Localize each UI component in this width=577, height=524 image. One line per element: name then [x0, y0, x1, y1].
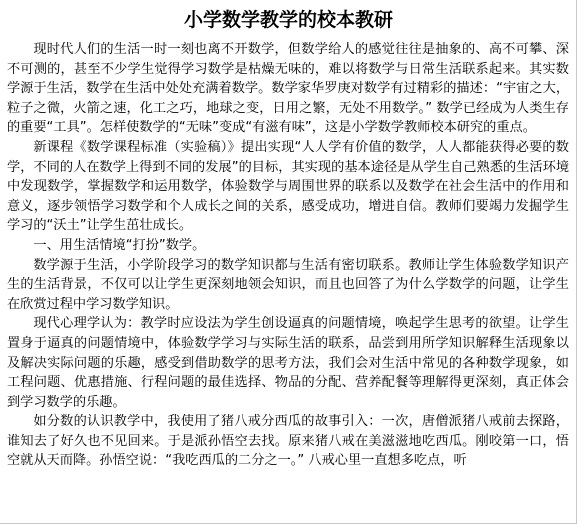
document-body [7, 40, 569, 471]
paragraph-fraction-story: 如分数的认识教学中，我使用了猪八戒分西瓜的故事引入：一次，唐僧派猪八戒前去探路，谁知去了好久也不见回来。于是派孙悟空去找。原来猪八戒在美滋滋地吃西瓜。刚咬第一口，悟空就从天而降。孙悟空说：“我吃西瓜的二分之一。” 八戒心里一直想多吃点，听 [7, 414, 569, 469]
section-heading-life-scenarios: 一、用生活情境“打扮”数学。 [33, 237, 206, 253]
paragraph-psychology: 现代心理学认为：教学时应设法为学生创设逼真的问题情境，唤起学生思考的欲望。让学生置身于逼真的问题情境中，体验数学学习与实际生活的联系，品尝到用所学知识解释生活现象以及解决实际问题的乐趣，感受到借助数学的思考方法，我们会对生活中常见的各种数学现象，如工程问题、优惠措施、行程问题的最佳选择、物品的分配、营养配餐等理解得更深刻，真正体会到学习数学的乐趣。 [7, 316, 569, 410]
document-title: 小学数学教学的校本教研 [183, 9, 393, 31]
paragraph-math-from-life: 数学源于生活，小学阶段学习的数学知识都与生活有密切联系。教师让学生体验数学知识产生的生活背景，不仅可以让学生更深刻地领会知识，而且也回答了为什么学数学的问题，让学生在欣赏过程中学习数学知识。 [7, 257, 569, 312]
paragraph-curriculum-standard: 新课程《数学课程标准（实验稿）》提出实现“人人学有价值的数学，人人都能获得必要的数学，不同的人在数学上得到不同的发展”的目标，其实现的基本途径是从学生自己熟悉的生活环境中发现数学，掌握数学和运用数学，体验数学与周围世界的联系以及数学在社会生活中的作用和意义，逐步领悟学习数学和个人成长之间的关系，感受成功，增进自信。教师们要竭力发掘学生学习的“沃土”让学生茁壮成长。 [7, 139, 570, 234]
paragraph-intro: 现时代人们的生活一时一刻也离不开数学，但数学给人的感觉往往是抽象的、高不可攀、深不可测的，甚至不少学生觉得学习数学是枯燥无味的，难以将数学与日常生活联系起来。其实数学源于生活，数学在生活中处处充满着数学。数学家华罗庚对数学有过精彩的描述：“宇宙之大，粒子之微，火箭之速，化工之巧，地球之变，日用之繁，无处不用数学。” 数学已经成为人类生存的重要“工具”。怎样使数学的“无味”变成“有滋有味”，这是小学数学教师校本研究的重点。 [7, 42, 569, 136]
